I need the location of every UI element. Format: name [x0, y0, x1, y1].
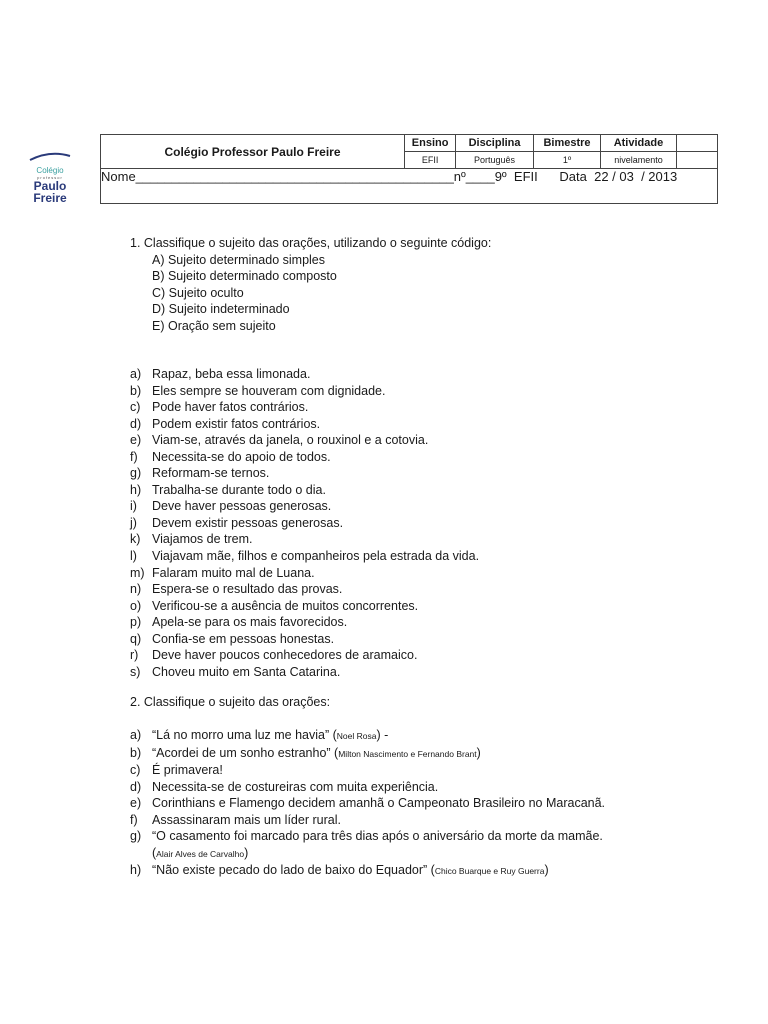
item-letter: q): [130, 631, 142, 646]
item-text: “Acordei de um sonho estranho” (: [152, 745, 339, 760]
item-text: Rapaz, beba essa limonada.: [152, 367, 311, 381]
item-letter: d): [130, 416, 142, 431]
question-1-items: [130, 366, 479, 680]
item-text: Deve haver poucos conhecedores de aramaico.: [152, 648, 418, 663]
item-letter: b): [130, 383, 142, 398]
list-item: [130, 664, 479, 681]
question-2-items: [130, 727, 605, 880]
item-letter: o): [130, 598, 142, 613]
list-item: [130, 548, 479, 565]
logo-line3: Paulo: [33, 179, 67, 193]
list-item: [130, 812, 605, 829]
header-value-ensino: EFII: [404, 152, 455, 169]
list-item: [130, 828, 605, 845]
option: B) Sujeito determinado composto: [152, 269, 337, 284]
item-text: Viam-se, através da janela, o rouxinol e a cotovia.: [152, 433, 429, 448]
item-text: (: [152, 845, 157, 860]
list-item: [130, 745, 605, 763]
item-letter: n): [130, 582, 142, 597]
option: C) Sujeito oculto: [152, 285, 244, 300]
item-text: Necessita-se do apoio de todos.: [152, 449, 331, 464]
header-value-atividade: nivelamento: [601, 152, 676, 169]
list-item: [130, 647, 479, 664]
school-name: Colégio Professor Paulo Freire: [101, 135, 405, 169]
item-letter: a): [130, 367, 142, 381]
item-text: Podem existir fatos contrários.: [152, 416, 321, 431]
item-letter: c): [130, 400, 141, 415]
item-text: “Lá no morro uma luz me havia” (: [152, 728, 337, 742]
list-item: [130, 383, 479, 400]
item-letter: h): [130, 863, 142, 878]
option: A) Sujeito determinado simples: [152, 253, 325, 267]
list-item: [130, 614, 479, 631]
question-2-prompt: 2. Classifique o sujeito das orações:: [130, 695, 331, 709]
item-text: Apela-se para os mais favorecidos.: [152, 615, 348, 630]
header-label-disciplina: Disciplina: [456, 135, 534, 152]
list-item-continuation: [130, 845, 605, 863]
logo-line2: professor: [37, 175, 63, 180]
item-text: Pode haver fatos contrários.: [152, 400, 309, 415]
list-item: [130, 531, 479, 548]
list-item: [130, 581, 479, 598]
item-letter: k): [130, 532, 141, 547]
item-letter: c): [130, 763, 141, 778]
logo-line1: Colégio: [36, 166, 64, 175]
list-item: [130, 515, 479, 532]
item-source: Alair Alves de Carvalho: [156, 848, 245, 859]
list-item: [130, 795, 605, 812]
item-letter: j): [130, 515, 137, 530]
item-text: Trabalha-se durante todo o dia.: [152, 482, 326, 497]
student-info-row: [101, 169, 718, 204]
question-1-options: [152, 252, 337, 334]
item-text: Reformam-se ternos.: [152, 466, 270, 481]
item-letter: p): [130, 615, 142, 630]
item-text: Espera-se o resultado das provas.: [152, 582, 343, 597]
logo-swoosh-icon: [28, 152, 72, 162]
item-source: Noel Rosa: [336, 731, 377, 741]
item-letter: f): [130, 449, 138, 464]
list-item: [130, 399, 479, 416]
item-letter: e): [130, 796, 142, 811]
item-letter: g): [130, 829, 142, 844]
item-letter: l): [130, 549, 137, 564]
item-letter: d): [130, 779, 142, 794]
list-item: [130, 449, 479, 466]
item-letter: s): [130, 664, 141, 679]
item-letter: r): [130, 648, 139, 663]
item-text-end: ) -: [376, 728, 389, 742]
list-item: [130, 862, 605, 880]
student-info-line: Nome____________________________________________nº____9º EFII Data 22 / 03 / 2013: [101, 169, 678, 184]
item-letter: m): [130, 565, 145, 580]
header-empty-cell: [676, 135, 717, 152]
header-label-bimestre: Bimestre: [533, 135, 600, 152]
item-text: Devem existir pessoas generosas.: [152, 515, 344, 530]
list-item: [130, 727, 605, 745]
item-letter: i): [130, 499, 137, 514]
header-label-ensino: Ensino: [404, 135, 455, 152]
list-item: [130, 598, 479, 615]
list-item: [130, 779, 605, 796]
item-text: “Não existe pecado do lado de baixo do Equador” (: [152, 863, 435, 878]
item-text: Viajavam mãe, filhos e companheiros pela estrada da vida.: [152, 549, 480, 564]
item-source: Milton Nascimento e Fernando Brant: [338, 748, 477, 759]
item-text-end: ): [244, 845, 249, 860]
item-text-end: ): [544, 863, 549, 878]
item-text: Confia-se em pessoas honestas.: [152, 631, 335, 646]
item-text: Deve haver pessoas generosas.: [152, 499, 332, 514]
list-item: [130, 432, 479, 449]
header-label-atividade: Atividade: [601, 135, 676, 152]
header-value-disciplina: Português: [456, 152, 534, 169]
option: D) Sujeito indeterminado: [152, 302, 290, 317]
item-text: Choveu muito em Santa Catarina.: [152, 664, 341, 679]
item-letter: e): [130, 433, 142, 448]
item-text: Falaram muito mal de Luana.: [152, 565, 315, 580]
list-item: [130, 762, 605, 779]
option: E) Oração sem sujeito: [152, 318, 276, 333]
item-letter: h): [130, 482, 142, 497]
list-item: [130, 498, 479, 515]
item-text: É primavera!: [152, 763, 223, 778]
item-text: Necessita-se de costureiras com muita experiência.: [152, 779, 439, 794]
question-1-prompt: 1. Classifique o sujeito das orações, utilizando o seguinte código:: [130, 236, 492, 250]
item-text-end: ): [476, 745, 481, 760]
header-table: [100, 134, 718, 204]
header-value-bimestre: 1º: [533, 152, 600, 169]
item-text: Corinthians e Flamengo decidem amanhã o Campeonato Brasileiro no Maracanã.: [152, 796, 606, 811]
item-source: Chico Buarque e Ruy Guerra: [434, 866, 545, 877]
item-text: Verificou-se a ausência de muitos concorrentes.: [152, 598, 419, 613]
list-item: [130, 416, 479, 433]
list-item: [130, 465, 479, 482]
list-item: [130, 631, 479, 648]
list-item: [130, 565, 479, 582]
item-letter: b): [130, 745, 142, 760]
logo-line4: Freire: [33, 191, 67, 205]
item-text: Assassinaram mais um líder rural.: [152, 812, 341, 827]
list-item: [130, 366, 479, 383]
school-logo: [22, 156, 78, 204]
item-text: Eles sempre se houveram com dignidade.: [152, 383, 386, 398]
header-empty-cell: [676, 152, 717, 169]
item-text: “O casamento foi marcado para três dias após o aniversário da morte da mamãe.: [152, 829, 603, 844]
item-text: Viajamos de trem.: [152, 532, 253, 547]
item-letter: a): [130, 728, 142, 742]
list-item: [130, 482, 479, 499]
item-letter: g): [130, 466, 142, 481]
item-letter: f): [130, 812, 138, 827]
